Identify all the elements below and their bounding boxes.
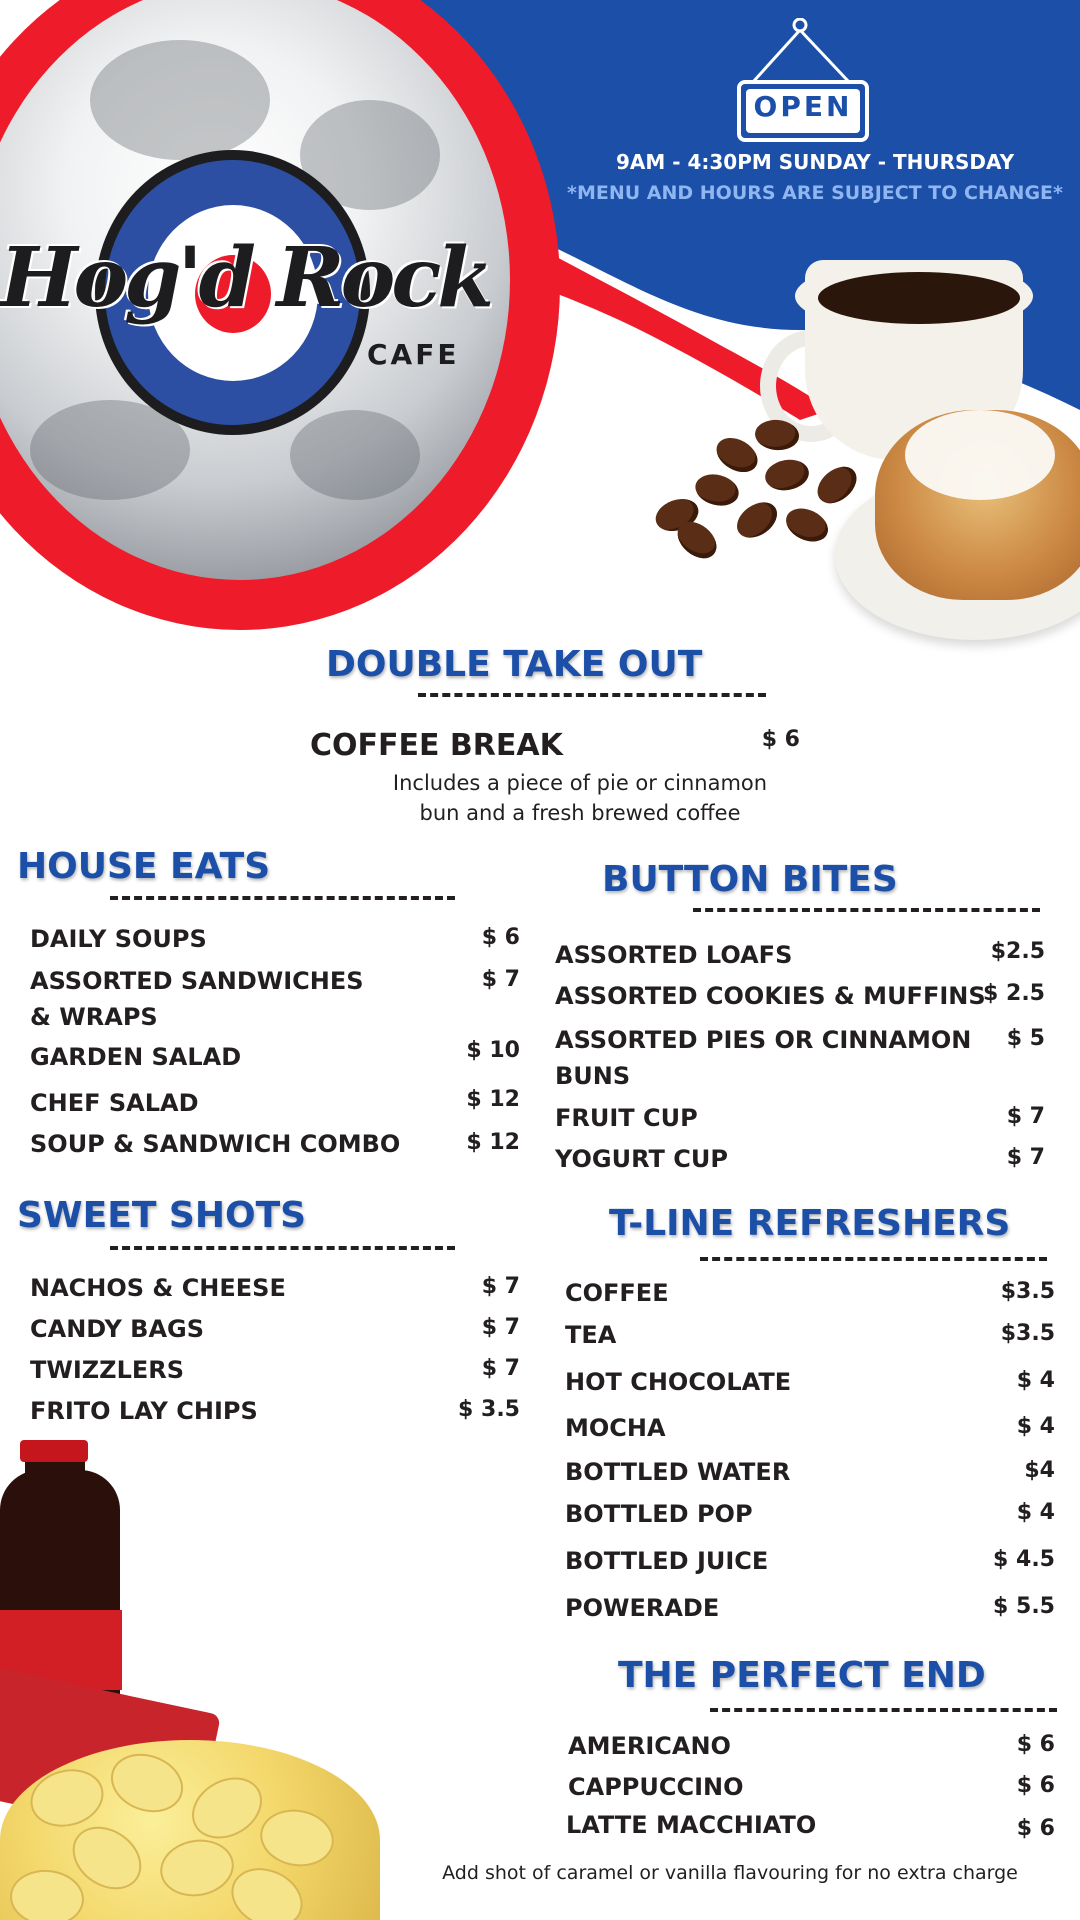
- section-title-button-bites: BUTTON BITES: [602, 859, 898, 900]
- coffee-liquid: [818, 272, 1020, 324]
- price-nachos-cheese: $ 7: [481, 1274, 520, 1299]
- section-title-house-eats: HOUSE EATS: [17, 846, 271, 887]
- coffee-break-desc-line2: bun and a fresh brewed coffee: [419, 801, 741, 825]
- flavouring-note: Add shot of caramel or vanilla flavouring for no extra charge: [442, 1862, 1018, 1884]
- menu-item-pies-cinnamon: ASSORTED PIES OR CINNAMON: [555, 1026, 972, 1054]
- price-garden-salad: $ 10: [466, 1038, 520, 1063]
- price-bottled-pop: $ 4: [1016, 1500, 1055, 1525]
- menu-item-powerade: POWERADE: [565, 1594, 720, 1622]
- menu-item-bottled-juice: BOTTLED JUICE: [565, 1547, 769, 1575]
- menu-item-cookies-muffins: ASSORTED COOKIES & MUFFINS: [555, 982, 986, 1010]
- menu-item-frito-lay: FRITO LAY CHIPS: [30, 1397, 258, 1425]
- section-title-sweet-shots: SWEET SHOTS: [17, 1195, 307, 1236]
- sign-hanger-icon: [745, 18, 865, 84]
- logo-wordmark: Hog'd Rock: [0, 230, 491, 326]
- menu-item-candy-bags: CANDY BAGS: [30, 1315, 205, 1343]
- price-frito-lay: $ 3.5: [458, 1397, 520, 1422]
- price-mocha: $ 4: [1016, 1414, 1055, 1439]
- bottle-cap: [20, 1440, 88, 1462]
- menu-item-yogurt-cup: YOGURT CUP: [555, 1145, 728, 1173]
- menu-item-latte-macchiato: LATTE MACCHIATO: [566, 1811, 817, 1839]
- price-coffee: $3.5: [1000, 1279, 1055, 1304]
- coffee-break-desc-line1: Includes a piece of pie or cinnamon: [392, 771, 768, 795]
- change-notice: *MENU AND HOURS ARE SUBJECT TO CHANGE*: [567, 182, 1063, 204]
- price-powerade: $ 5.5: [993, 1594, 1055, 1619]
- divider-perfect-end: [710, 1708, 1057, 1712]
- price-daily-soups: $ 6: [481, 925, 520, 950]
- divider-t-line: [700, 1257, 1047, 1261]
- section-title-t-line: T-LINE REFRESHERS: [609, 1203, 1011, 1244]
- menu-item-cappuccino: CAPPUCCINO: [568, 1773, 744, 1801]
- menu-item-nachos-cheese: NACHOS & CHEESE: [30, 1274, 286, 1302]
- menu-item-sandwiches: ASSORTED SANDWICHES: [30, 967, 364, 995]
- menu-item-bottled-pop: BOTTLED POP: [565, 1500, 753, 1528]
- menu-item-coffee-break: COFFEE BREAK: [310, 728, 563, 763]
- price-candy-bags: $ 7: [481, 1315, 520, 1340]
- price-tea: $3.5: [1000, 1321, 1055, 1346]
- menu-item-daily-soups: DAILY SOUPS: [30, 925, 207, 953]
- menu-item-hot-chocolate: HOT CHOCOLATE: [565, 1368, 792, 1396]
- price-yogurt-cup: $ 7: [1006, 1145, 1045, 1170]
- price-latte-macchiato: $ 6: [1016, 1816, 1055, 1841]
- price-chef-salad: $ 12: [466, 1087, 520, 1112]
- price-sandwiches: $ 7: [481, 967, 520, 992]
- menu-item-americano: AMERICANO: [568, 1732, 731, 1760]
- opening-hours: 9AM - 4:30PM SUNDAY - THURSDAY: [615, 150, 1015, 174]
- menu-item-soup-sandwich-combo: SOUP & SANDWICH COMBO: [30, 1130, 401, 1158]
- divider-button-bites: [693, 908, 1040, 912]
- menu-item-pies-cinnamon-line2: BUNS: [555, 1062, 631, 1090]
- price-cappuccino: $ 6: [1016, 1773, 1055, 1798]
- menu-item-garden-salad: GARDEN SALAD: [30, 1043, 242, 1071]
- menu-item-fruit-cup: FRUIT CUP: [555, 1104, 698, 1132]
- price-bottled-water: $4: [1024, 1458, 1055, 1483]
- price-pies-cinnamon: $ 5: [1006, 1026, 1045, 1051]
- menu-item-tea: TEA: [565, 1321, 617, 1349]
- open-sign: [737, 80, 869, 142]
- menu-item-sandwiches-line2: & WRAPS: [30, 1003, 158, 1031]
- section-title-double-take-out: DOUBLE TAKE OUT: [326, 644, 703, 685]
- menu-item-coffee: COFFEE: [565, 1279, 669, 1307]
- section-title-perfect-end: THE PERFECT END: [618, 1655, 986, 1696]
- price-coffee-break: $ 6: [761, 727, 800, 752]
- price-cookies-muffins: $ 2.5: [983, 981, 1045, 1006]
- price-fruit-cup: $ 7: [1006, 1104, 1045, 1129]
- menu-item-assorted-loafs: ASSORTED LOAFS: [555, 941, 793, 969]
- menu-item-mocha: MOCHA: [565, 1414, 666, 1442]
- price-assorted-loafs: $2.5: [990, 939, 1045, 964]
- divider-house-eats: [110, 896, 455, 900]
- divider-sweet-shots: [110, 1246, 455, 1250]
- menu-item-chef-salad: CHEF SALAD: [30, 1089, 199, 1117]
- price-twizzlers: $ 7: [481, 1356, 520, 1381]
- price-soup-sandwich-combo: $ 12: [466, 1130, 520, 1155]
- bun-icing: [905, 410, 1055, 500]
- open-sign-label: OPEN: [746, 89, 860, 133]
- divider-double-take-out: [418, 693, 766, 697]
- menu-item-twizzlers: TWIZZLERS: [30, 1356, 185, 1384]
- price-americano: $ 6: [1016, 1732, 1055, 1757]
- menu-item-bottled-water: BOTTLED WATER: [565, 1458, 791, 1486]
- price-bottled-juice: $ 4.5: [993, 1547, 1055, 1572]
- price-hot-chocolate: $ 4: [1016, 1368, 1055, 1393]
- logo-subtitle: CAFE: [367, 338, 460, 371]
